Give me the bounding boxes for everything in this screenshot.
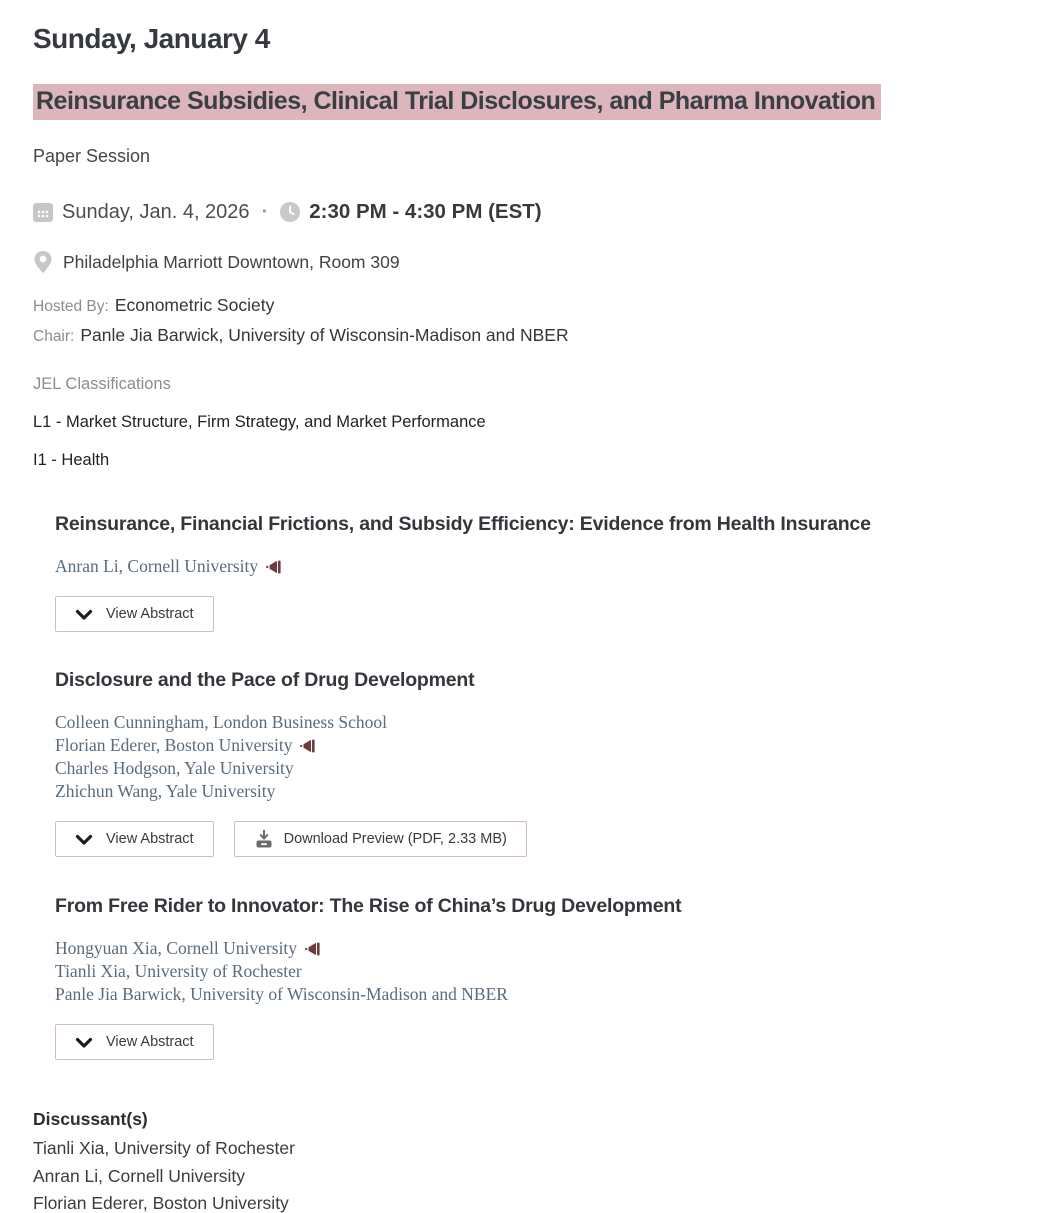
chair-label: Chair: [33,328,75,345]
session-type-label: Paper Session [33,146,151,166]
session-date: Sunday, Jan. 4, 2026 [62,200,250,223]
session-location-row [33,251,1008,273]
author-line [55,757,1008,780]
author-name: Colleen Cunningham, London Business School [55,712,388,732]
session-datetime-row [33,200,1008,224]
paper-title: Reinsurance, Financial Frictions, and Subsidy Efficiency: Evidence from Health Insurance [55,513,871,535]
download-icon [254,830,274,848]
author-name: Panle Jia Barwick, University of Wisconsin-Madison and NBER [55,984,508,1004]
view-abstract-label: View Abstract [106,606,194,622]
paper-section [55,895,1008,1060]
session-time: 2:30 PM - 4:30 PM (EST) [309,200,542,223]
author-line [55,983,1008,1006]
hosted-by-row [33,295,1008,316]
author-name: Hongyuan Xia, Cornell University [55,938,298,958]
page-date-heading: Sunday, January 4 [33,23,270,54]
author-line [55,960,1008,983]
view-abstract-label: View Abstract [106,831,194,847]
author-line [55,780,1008,803]
author-list [55,937,1008,1006]
chevron-down-icon [75,1037,93,1048]
presenting-author-megaphone-icon [266,560,282,574]
chair-row [33,325,1008,346]
session-location: Philadelphia Marriott Downtown, Room 309 [63,251,400,272]
author-name: Zhichun Wang, Yale University [55,781,276,801]
jel-classifications-heading: JEL Classifications [33,375,171,393]
location-pin-icon [34,251,52,273]
paper-section [55,513,1008,632]
author-name: Tianli Xia, University of Rochester [55,961,302,981]
author-list [55,711,1008,803]
paper-actions [55,821,1008,857]
view-abstract-button[interactable] [55,1024,214,1060]
paper-title: From Free Rider to Innovator: The Rise of China’s Drug Development [55,895,682,917]
author-name: Charles Hodgson, Yale University [55,758,294,778]
view-abstract-button[interactable] [55,821,214,857]
papers-list [55,513,1008,1060]
clock-icon [280,202,300,222]
discussant-name: Anran Li, Cornell University [33,1165,246,1186]
download-preview-button[interactable] [234,821,527,857]
author-line [55,734,1008,757]
author-line [55,937,1008,960]
presenting-author-megaphone-icon [305,942,321,956]
dot-separator: · [261,200,269,223]
author-line [55,555,1008,578]
author-line [55,711,1008,734]
calendar-icon [33,202,53,223]
chevron-down-icon [75,834,93,845]
presenting-author-megaphone-icon [300,739,316,753]
author-name: Anran Li, Cornell University [55,556,259,576]
view-abstract-label: View Abstract [106,1034,194,1050]
chevron-down-icon [75,609,93,620]
discussants-section [33,1109,1008,1213]
hosted-by-label: Hosted By: [33,298,109,315]
view-abstract-button[interactable] [55,596,214,632]
discussant-name: Tianli Xia, University of Rochester [33,1138,295,1158]
paper-title: Disclosure and the Pace of Drug Development [55,669,475,691]
chair-value: Panle Jia Barwick, University of Wisconsin-Madison and NBER [80,325,569,345]
author-list [55,555,1008,578]
paper-section [55,669,1008,857]
jel-item: I1 - Health [33,451,110,469]
paper-actions [55,596,1008,632]
hosted-by-value: Econometric Society [114,295,275,315]
discussant-name: Florian Ederer, Boston University [33,1193,289,1213]
jel-item: L1 - Market Structure, Firm Strategy, and Market Performance [33,413,486,431]
download-preview-label: Download Preview (PDF, 2.33 MB) [283,831,507,847]
session-title: Reinsurance Subsidies, Clinical Trial Disclosures, and Pharma Innovation [33,84,881,120]
discussants-heading: Discussant(s) [33,1109,148,1129]
paper-actions [55,1024,1008,1060]
author-name: Florian Ederer, Boston University [55,735,293,755]
